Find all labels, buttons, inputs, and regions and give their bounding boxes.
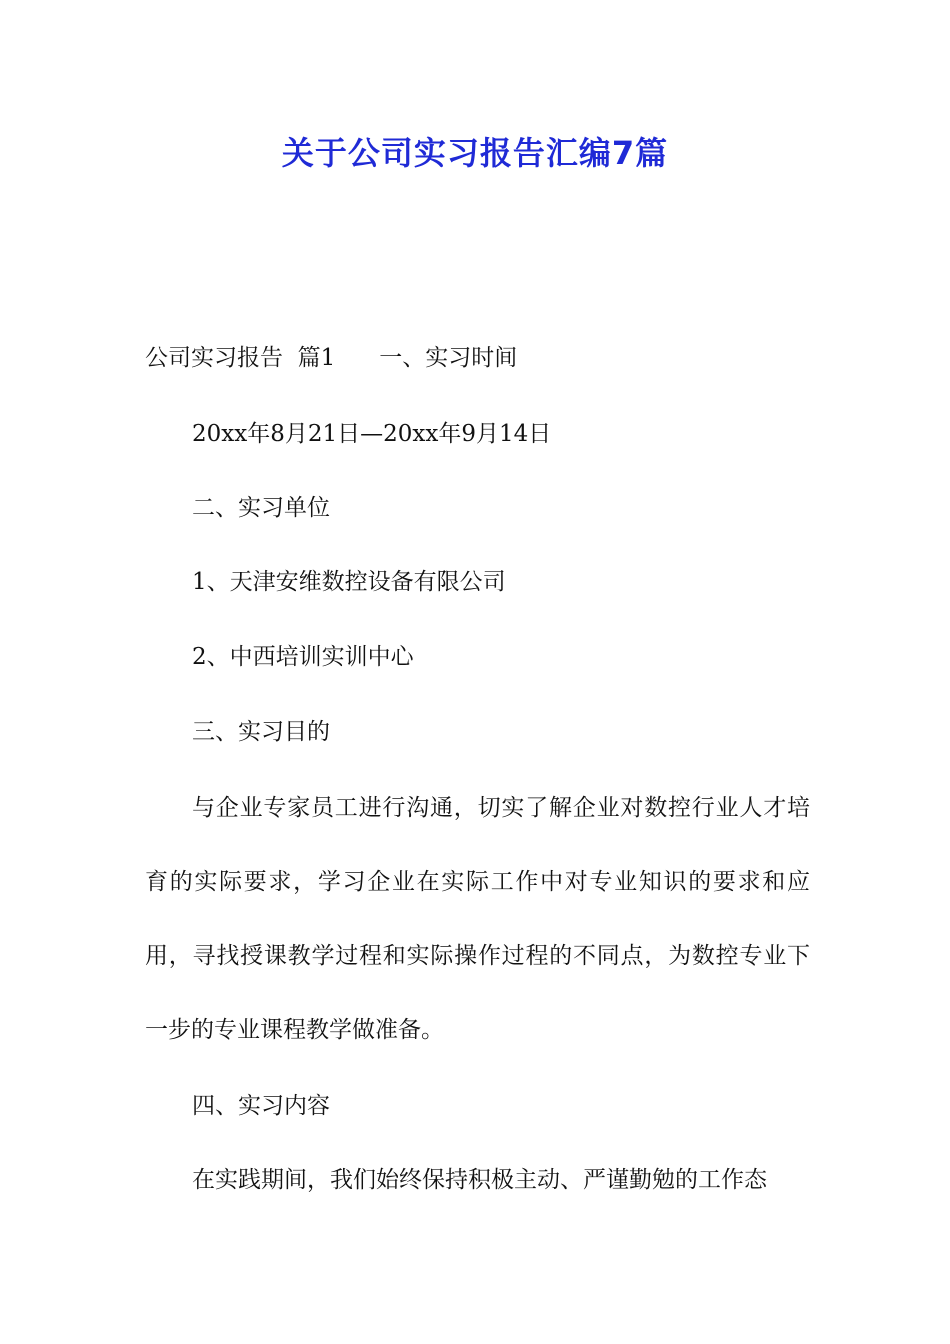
document-title: 关于公司实习报告汇编7篇	[281, 134, 669, 172]
date-range-line: 20xx年8月21日—20xx年9月14日	[192, 421, 552, 447]
list-item: 2、中西培训实训中心	[192, 644, 414, 670]
section-heading: 三、实习目的	[192, 719, 330, 745]
report-heading-line	[145, 343, 517, 373]
purpose-paragraph: 与企业专家员工进行沟通，切实了解企业对数控行业人才培育的实际要求，学习企业在实际工作中对专业知识的要求和应用，寻找授课教学过程和实际操作过程的不同点，为数控专业下一步的专业课程教学做准备。	[145, 795, 810, 1043]
section-heading: 一、实习时间	[379, 345, 518, 371]
report-label: 公司实习报告 篇1	[145, 345, 336, 371]
section-heading: 二、实习单位	[192, 495, 330, 521]
list-item: 1、天津安维数控设备有限公司	[192, 569, 506, 595]
content-paragraph: 在实践期间，我们始终保持积极主动、严谨勤勉的工作态	[192, 1167, 767, 1193]
section-heading: 四、实习内容	[192, 1093, 330, 1119]
